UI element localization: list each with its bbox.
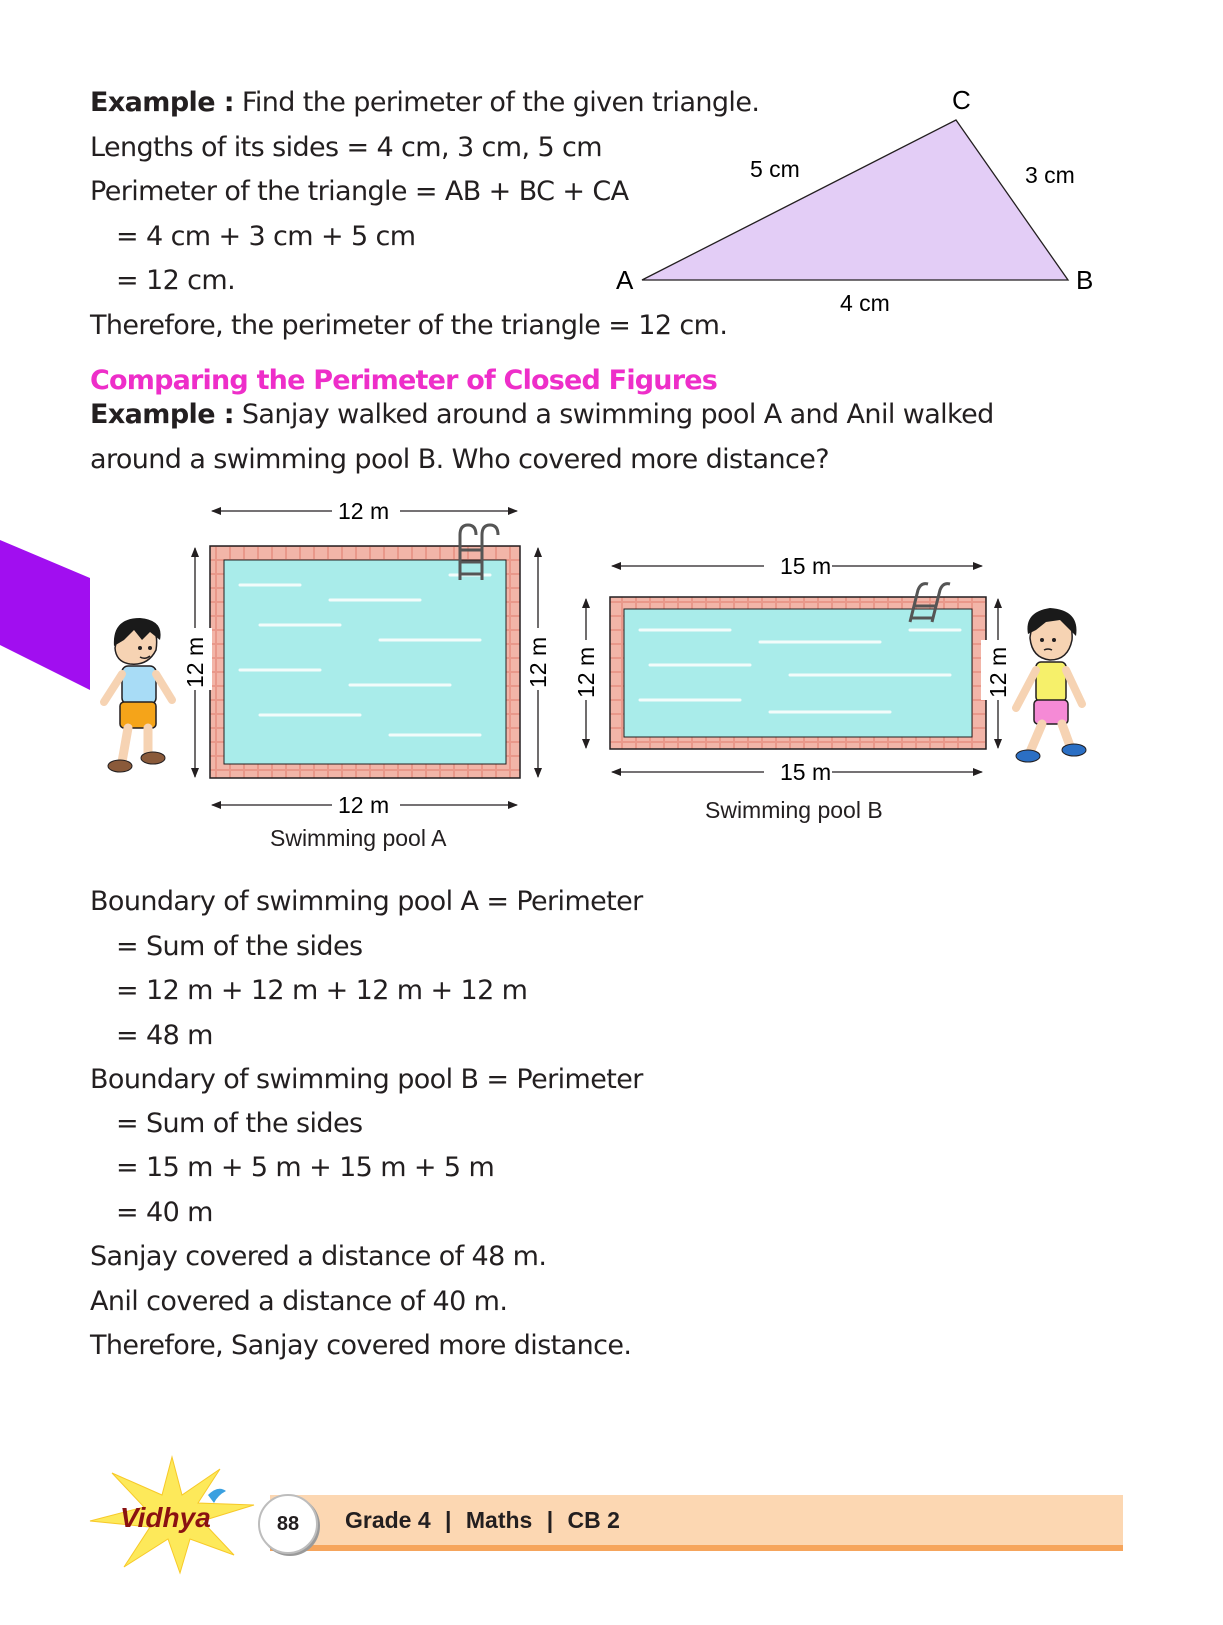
vertex-a-label: A bbox=[616, 265, 634, 295]
example1-conclusion: Therefore, the perimeter of the triangle = 12 cm. bbox=[90, 310, 728, 341]
pool-b-step1: = Sum of the sides bbox=[116, 1108, 363, 1139]
example1-sides-line: Lengths of its sides = 4 cm, 3 cm, 5 cm bbox=[90, 132, 602, 163]
pool-a-top-label: 12 m bbox=[338, 498, 390, 524]
pool-b-top-label: 15 m bbox=[780, 553, 832, 579]
swimming-pools-figure bbox=[90, 490, 1120, 820]
anil-figure bbox=[1016, 608, 1086, 762]
footer-book: CB 2 bbox=[567, 1507, 620, 1533]
pool-b-step2: = 15 m + 5 m + 15 m + 5 m bbox=[116, 1152, 495, 1183]
pool-b-left-label: 12 m bbox=[573, 646, 599, 698]
final-conclusion: Therefore, Sanjay covered more distance. bbox=[90, 1330, 632, 1361]
footer-subject: Maths bbox=[465, 1507, 533, 1533]
side-ca-label: 5 cm bbox=[750, 156, 800, 182]
pool-a-step1: = Sum of the sides bbox=[116, 931, 363, 962]
footer-text bbox=[345, 1505, 620, 1535]
logo-text: Vidhya bbox=[120, 1502, 211, 1533]
pool-b-step3: = 40 m bbox=[116, 1197, 213, 1228]
example1-label: Example : bbox=[90, 87, 234, 118]
footer-separator-1: | bbox=[445, 1507, 452, 1533]
pool-a-boundary-line: Boundary of swimming pool A = Perimeter bbox=[90, 886, 643, 917]
example2-question-line2: around a swimming pool B. Who covered more distance? bbox=[90, 444, 829, 475]
pool-b-right-label: 12 m bbox=[985, 646, 1011, 698]
section-heading: Comparing the Perimeter of Closed Figures bbox=[90, 365, 718, 396]
side-bc-label: 3 cm bbox=[1025, 162, 1075, 188]
vertex-b-label: B bbox=[1076, 265, 1094, 295]
pool-b bbox=[569, 552, 1015, 786]
pool-a-caption: Swimming pool A bbox=[270, 825, 447, 851]
pool-b-bottom-label: 15 m bbox=[780, 759, 832, 785]
pool-b-caption: Swimming pool B bbox=[705, 797, 883, 823]
pool-a-bottom-label: 12 m bbox=[338, 792, 390, 818]
example1-step1: = 4 cm + 3 cm + 5 cm bbox=[116, 221, 416, 252]
sanjay-distance-line: Sanjay covered a distance of 48 m. bbox=[90, 1241, 547, 1272]
example2-question-part1: Sanjay walked around a swimming pool A and Anil walked bbox=[233, 399, 994, 430]
pool-a-step2: = 12 m + 12 m + 12 m + 12 m bbox=[116, 975, 528, 1006]
example1-question: Find the perimeter of the given triangle. bbox=[233, 87, 760, 118]
example2-question-line1 bbox=[90, 398, 994, 432]
example1-perimeter-line: Perimeter of the triangle = AB + BC + CA bbox=[90, 176, 629, 207]
anil-distance-line: Anil covered a distance of 40 m. bbox=[90, 1286, 508, 1317]
pool-a-right-label: 12 m bbox=[525, 636, 551, 688]
triangle-figure bbox=[600, 80, 1120, 330]
example1-step2: = 12 cm. bbox=[116, 265, 236, 296]
vertex-c-label: C bbox=[952, 85, 971, 115]
footer-separator-2: | bbox=[546, 1507, 554, 1533]
footer-grade: Grade 4 bbox=[345, 1507, 431, 1533]
pool-a bbox=[178, 496, 555, 819]
example2-label: Example : bbox=[90, 399, 234, 430]
pool-a-left-label: 12 m bbox=[182, 636, 208, 688]
vidhya-logo bbox=[84, 1455, 260, 1575]
side-ab-label: 4 cm bbox=[840, 290, 890, 316]
page-number: 88 bbox=[258, 1494, 318, 1554]
sanjay-figure bbox=[104, 618, 172, 772]
pool-b-boundary-line: Boundary of swimming pool B = Perimeter bbox=[90, 1064, 643, 1095]
side-tab bbox=[0, 540, 90, 690]
pool-a-step3: = 48 m bbox=[116, 1020, 213, 1051]
triangle-abc bbox=[642, 120, 1068, 280]
